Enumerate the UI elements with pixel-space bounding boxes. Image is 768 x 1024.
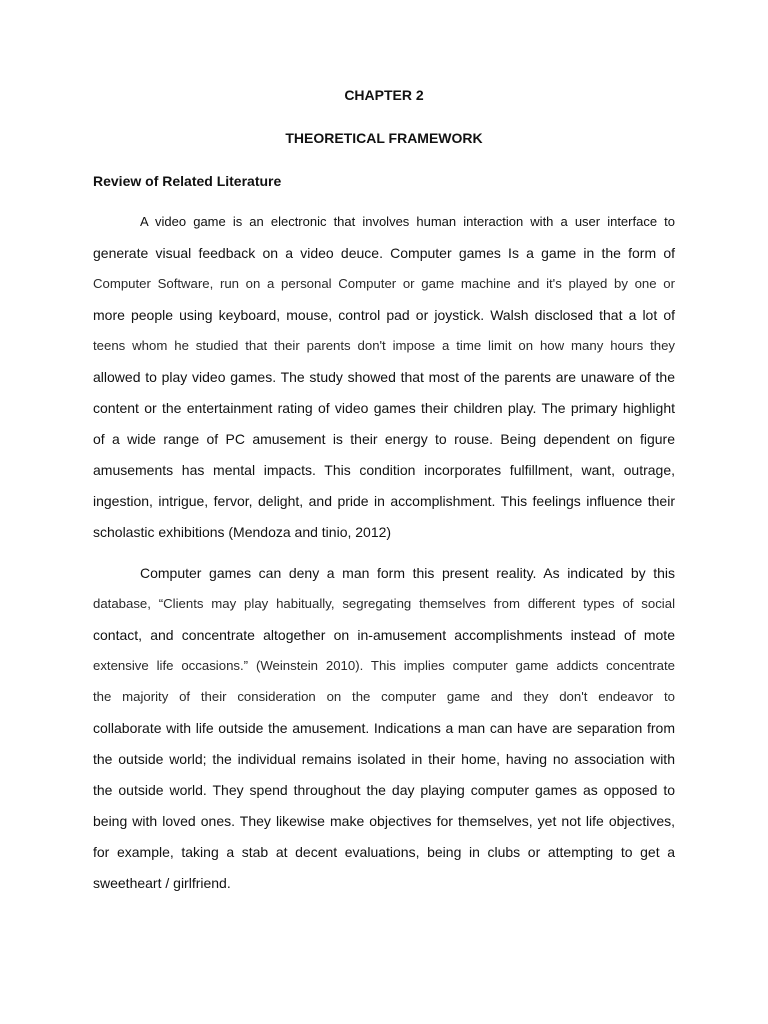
chapter-title: THEORETICAL FRAMEWORK: [285, 130, 483, 146]
paragraph-line: sweetheart / girlfriend.: [93, 875, 231, 891]
paragraph-line: the majority of their consideration on the computer game and they don't endeavor to: [93, 689, 675, 704]
paragraph-line: Computer games can deny a man form this present reality. As indicated by this: [140, 565, 675, 581]
paragraph-line: generate visual feedback on a video deuce. Computer games Is a game in the form of: [93, 245, 675, 261]
paragraph-line: extensive life occasions.” (Weinstein 2010). This implies computer game addicts concentrate: [93, 658, 675, 673]
paragraph-line: more people using keyboard, mouse, control pad or joystick. Walsh disclosed that a lot of: [93, 307, 675, 323]
paragraph-line: scholastic exhibitions (Mendoza and tinio, 2012): [93, 524, 392, 540]
paragraph-line: database, “Clients may play habitually, segregating themselves from different types of social: [93, 596, 675, 611]
paragraph-line: collaborate with life outside the amusement. Indications a man can have are separation from: [93, 720, 675, 736]
paragraph-2: [93, 558, 675, 899]
paragraph-line: ingestion, intrigue, fervor, delight, and pride in accomplishment. This feelings influence their: [93, 493, 675, 509]
paragraph-line: for example, taking a stab at decent evaluations, being in clubs or attempting to get a: [93, 844, 675, 860]
chapter-heading: CHAPTER 2: [344, 87, 424, 103]
paragraph-line: the outside world. They spend throughout the day playing computer games as opposed to: [93, 782, 675, 798]
paragraph-line: the outside world; the individual remains isolated in their home, having no association with: [93, 751, 675, 767]
paragraph-line: contact, and concentrate altogether on in-amusement accomplishments instead of mote: [93, 627, 675, 643]
paragraph-line: of a wide range of PC amusement is their energy to rouse. Being dependent on figure: [93, 431, 675, 447]
paragraph-line: content or the entertainment rating of video games their children play. The primary highlight: [93, 400, 675, 416]
paragraph-line: teens whom he studied that their parents don't impose a time limit on how many hours they: [93, 338, 675, 353]
paragraph-line: allowed to play video games. The study showed that most of the parents are unaware of the: [93, 369, 675, 385]
paragraph-line: being with loved ones. They likewise make objectives for themselves, yet not life objectives,: [93, 813, 675, 829]
paragraph-1: [93, 207, 675, 548]
paragraph-line: Computer Software, run on a personal Computer or game machine and it's played by one or: [93, 276, 675, 291]
paragraph-line: A video game is an electronic that involves human interaction with a user interface to: [140, 214, 675, 229]
paragraph-line: amusements has mental impacts. This condition incorporates fulfillment, want, outrage,: [93, 462, 675, 478]
section-heading: Review of Related Literature: [93, 173, 282, 189]
